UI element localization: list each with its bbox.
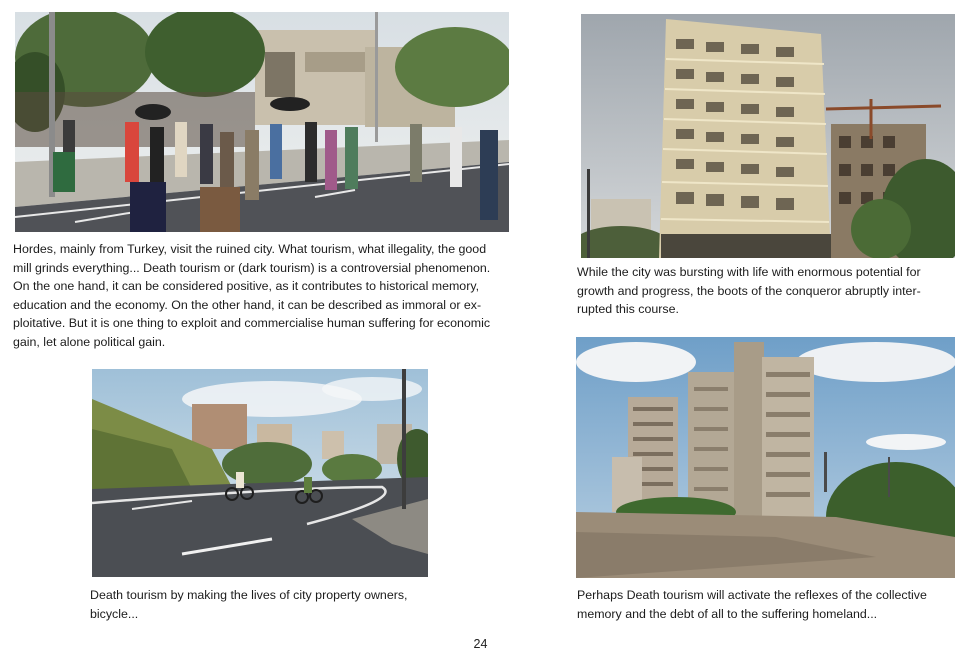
caption-hotel <box>577 263 921 319</box>
caption-line: memory and the debt of all to the suffering homeland... <box>577 606 878 621</box>
photo-cyclists-road <box>92 369 428 577</box>
caption-tourists <box>13 240 490 352</box>
caption-line: Perhaps Death tourism will activate the reflexes of the collective <box>577 588 927 602</box>
caption-line: Hordes, mainly from Turkey, visit the ruined city. What tourism, what illegality, the good <box>13 242 487 256</box>
photo-tourists-walking <box>15 12 509 232</box>
caption-line: education and the economy. On the other hand, it can be described as immoral or ex- <box>13 297 482 312</box>
photo-abandoned-hotel <box>581 14 955 258</box>
caption-line: rupted this course. <box>577 302 679 317</box>
caption-line: Death tourism by making the lives of city property owners, <box>90 588 408 602</box>
photo-concrete-towers <box>576 337 955 578</box>
caption-line: growth and progress, the boots of the conqueror abruptly inter- <box>577 283 921 298</box>
caption-line: On the one hand, it can be considered positive, as it contributes to historical memory, <box>13 279 480 294</box>
caption-towers <box>577 586 927 623</box>
caption-line: gain, let alone political gain. <box>13 334 166 349</box>
caption-line: mill grinds everything... Death tourism or (dark tourism) is a controversial phenomenon. <box>13 260 491 275</box>
page-number: 24 <box>473 637 488 651</box>
caption-line: While the city was bursting with life with enormous potential for <box>577 265 921 279</box>
caption-line: ploitative. But it is one thing to exploit and commercialise human suffering for economic <box>13 316 491 331</box>
caption-bicycle <box>90 586 407 623</box>
caption-line: bicycle... <box>90 606 139 621</box>
